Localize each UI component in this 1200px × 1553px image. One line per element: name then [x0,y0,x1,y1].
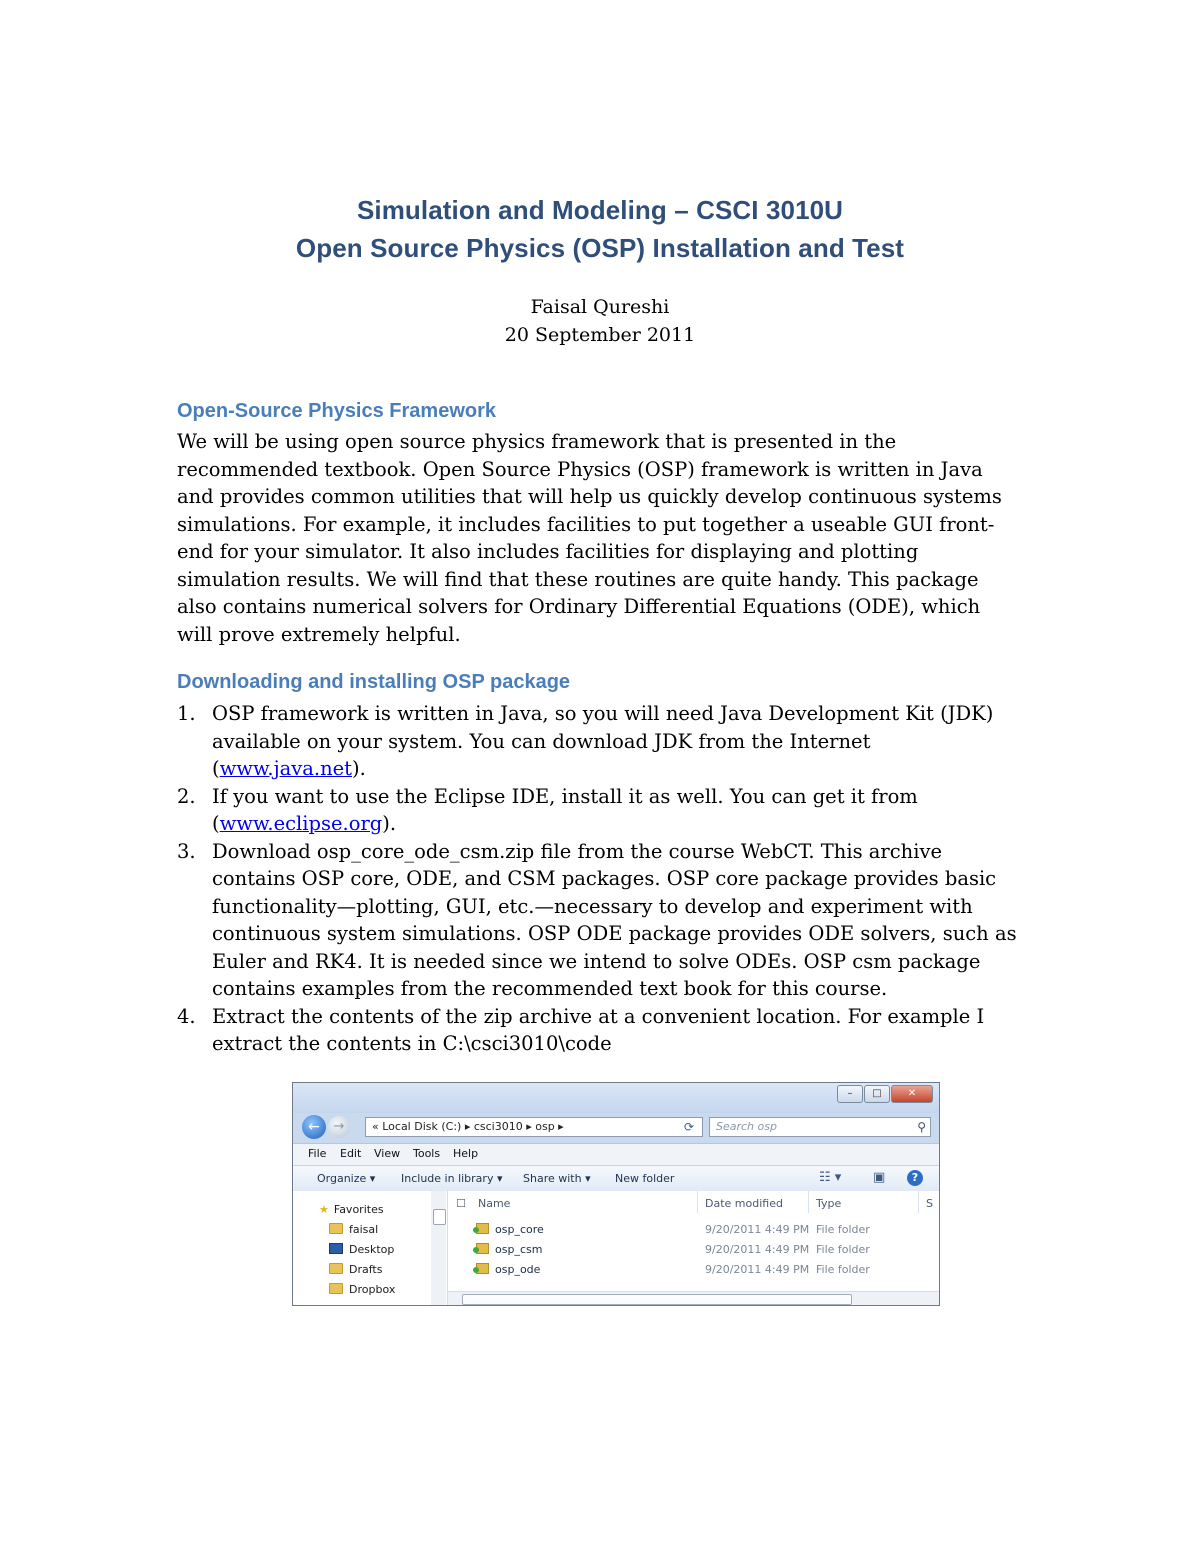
step-line: continuous system simulations. OSP ODE package provides ODE solvers, such as [212,922,1017,945]
step-line: Euler and RK4. It is needed since we intend to solve ODEs. OSP csm package [212,949,981,973]
step-item [177,700,1057,783]
step-line: extract the contents in C:\csci3010\code [212,1032,612,1055]
tree-label: faisal [349,1223,379,1236]
minimize-icon[interactable]: – [837,1085,863,1103]
tree-label: Dropbox [349,1283,396,1296]
paragraph-line: recommended textbook. Open Source Physics (OSP) framework is written in Java [177,457,983,481]
tree-item-desktop[interactable] [329,1243,394,1256]
paragraph-line: and provides common utilities that will help us quickly develop continuous systems [177,485,1002,508]
paren-open: ( [212,757,220,780]
paragraph-line: simulations. For example, it includes facilities to put together a useable GUI front- [177,512,995,536]
column-name[interactable]: Name [478,1197,511,1210]
paren-close: ). [352,757,366,780]
search-input[interactable] [709,1117,931,1137]
menu-file[interactable]: File [308,1147,327,1160]
search-icon[interactable]: ⚲ [917,1120,926,1134]
table-row[interactable] [448,1221,939,1241]
paragraph-line: also contains numerical solvers for Ordinary Differential Equations (ODE), which [177,595,981,618]
file-name-label: osp_ode [495,1263,541,1276]
java-net-link[interactable]: www.java.net [219,757,353,780]
eclipse-org-link[interactable]: www.eclipse.org [219,812,383,835]
folder-sync-icon [476,1243,489,1254]
help-icon[interactable]: ? [907,1170,923,1186]
tree-label: Drafts [349,1263,383,1276]
preview-pane-icon[interactable]: ▣ [873,1170,886,1185]
forward-arrow-icon[interactable]: → [328,1116,350,1138]
tree-favorites[interactable] [319,1203,384,1216]
menu-view[interactable]: View [374,1147,401,1160]
window-controls [837,1085,933,1103]
section-heading-installing: Downloading and installing OSP package [177,671,571,693]
step-item [177,838,1057,1003]
file-name [476,1263,540,1276]
tree-label: Favorites [333,1203,384,1216]
date: 20 September 2011 [504,324,696,346]
include-in-library-button[interactable]: Include in library ▾ [401,1172,503,1185]
folder-icon [329,1263,343,1274]
step-line: Download osp_core_ode_csm.zip file from the course WebCT. This archive [212,839,943,863]
menu-edit[interactable]: Edit [340,1147,362,1160]
refresh-icon[interactable]: ⟳ [683,1120,695,1134]
step-number: 2. [177,784,196,808]
address-bar[interactable]: « Local Disk (C:) ▸ csci3010 ▸ osp ▸ [365,1117,703,1137]
step-line: contains examples from the recommended text book for this course. [212,977,888,1000]
step-line: If you want to use the Eclipse IDE, install it as well. You can get it from [212,784,918,808]
menu-bar [293,1143,939,1166]
paren-close: ). [382,812,397,835]
nav-scroll-thumb[interactable] [433,1209,446,1225]
file-name [476,1243,542,1256]
install-steps [177,700,1057,1058]
file-name-label: osp_core [495,1223,544,1236]
table-row[interactable] [448,1241,939,1261]
explorer-screenshot [292,1082,940,1306]
file-name [476,1223,544,1236]
file-date: 9/20/2011 4:49 PM [705,1263,810,1276]
folder-sync-icon [476,1263,489,1274]
folder-sync-icon [476,1223,489,1234]
column-divider[interactable] [697,1191,698,1213]
search-placeholder: Search osp [716,1120,777,1133]
framework-paragraph [177,428,1037,648]
step-item [177,783,1057,838]
command-bar [293,1165,939,1193]
step-number: 1. [177,702,196,725]
column-divider[interactable] [808,1191,809,1213]
doc-subtitle: Open Source Physics (OSP) Installation and Test [295,233,905,263]
step-number: 3. [177,839,196,863]
column-size[interactable]: S [926,1197,933,1210]
menu-help[interactable]: Help [453,1147,479,1160]
new-folder-button[interactable]: New folder [615,1172,675,1185]
menu-tools[interactable]: Tools [413,1147,441,1160]
file-list [448,1191,939,1291]
desktop-icon [329,1243,343,1254]
organize-button[interactable]: Organize ▾ [317,1172,376,1185]
table-row[interactable] [448,1261,939,1281]
step-line: Extract the contents of the zip archive at a convenient location. For example I [212,1004,985,1028]
step-line: contains OSP core, ODE, and CSM packages. OSP core package provides basic [212,867,997,890]
file-type: File folder [816,1263,870,1276]
share-with-button[interactable]: Share with ▾ [523,1172,591,1185]
close-icon[interactable]: ✕ [891,1085,933,1103]
doc-title: Simulation and Modeling – CSCI 3010U [356,195,844,225]
navigation-pane [293,1191,448,1305]
horizontal-scroll-thumb[interactable] [462,1294,852,1305]
step-line: OSP framework is written in Java, so you will need Java Development Kit (JDK) [212,702,994,725]
file-date: 9/20/2011 4:49 PM [705,1223,810,1236]
step-line: available on your system. You can download JDK from the Internet [212,729,871,753]
file-type: File folder [816,1243,870,1256]
file-type: File folder [816,1223,870,1236]
step-line: functionality—plotting, GUI, etc.—necessary to develop and experiment with [212,894,973,918]
step-item [177,1003,1057,1058]
file-name-label: osp_csm [495,1243,543,1256]
tree-item-drafts[interactable] [329,1263,382,1276]
folder-icon [329,1223,343,1234]
column-divider[interactable] [918,1191,919,1213]
dropbox-icon [329,1283,343,1294]
tree-item-dropbox[interactable] [329,1283,395,1296]
column-type[interactable]: Type [816,1197,842,1210]
paragraph-line: simulation results. We will find that these routines are quite handy. This package [177,567,979,591]
star-icon: ★ [319,1203,329,1216]
section-heading-framework: Open-Source Physics Framework [177,400,497,422]
paragraph-line: will prove extremely helpful. [177,622,461,646]
view-options-icon[interactable]: ☷ ▾ [819,1170,842,1185]
tree-item-faisal[interactable] [329,1223,378,1236]
paren-open: ( [212,812,220,835]
back-arrow-icon[interactable]: ← [302,1115,326,1139]
step-line [212,755,1057,783]
paragraph-line: We will be using open source physics framework that is presented in the [177,430,897,453]
file-date: 9/20/2011 4:49 PM [705,1243,810,1256]
maximize-icon[interactable]: □ [864,1085,890,1103]
horizontal-scrollbar[interactable] [448,1291,939,1306]
tree-label: Desktop [349,1243,395,1256]
column-date-modified[interactable]: Date modified [705,1197,783,1210]
step-number: 4. [177,1004,196,1028]
navigation-bar [293,1113,939,1143]
paragraph-line: end for your simulator. It also includes facilities for displaying and plotting [177,540,919,563]
author: Faisal Qureshi [530,296,670,318]
select-all-checkbox[interactable]: ☐ [456,1197,466,1210]
step-line [212,810,1057,838]
window-titlebar [293,1083,939,1113]
